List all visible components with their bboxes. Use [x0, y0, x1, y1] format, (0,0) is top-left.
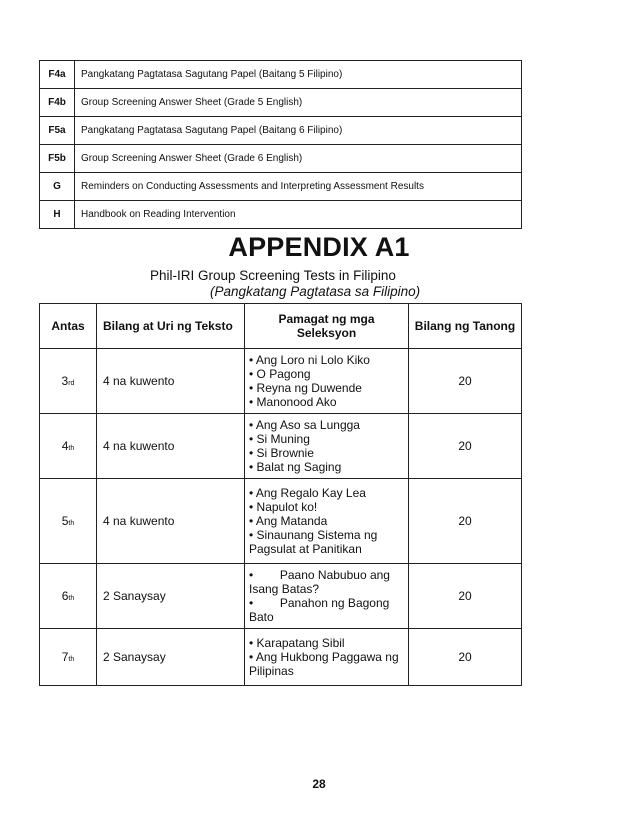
grade-level — [40, 564, 97, 629]
selection-item: • Manonood Ako — [249, 395, 337, 409]
text-count: 2 Sanaysay — [97, 629, 245, 686]
text-count: 4 na kuwento — [97, 349, 245, 414]
table-row — [40, 89, 522, 117]
grade-level — [40, 629, 97, 686]
selection-list — [245, 349, 409, 414]
reference-table — [39, 60, 522, 229]
question-count: 20 — [409, 479, 522, 564]
form-code: F5b — [40, 145, 75, 173]
page-number: 28 — [312, 777, 326, 791]
form-code: H — [40, 201, 75, 229]
selection-item: • Panahon ng Bagong Bato — [249, 596, 393, 624]
screening-tests-table — [39, 303, 522, 686]
table-row — [40, 564, 522, 629]
text-count: 4 na kuwento — [97, 414, 245, 479]
table-row — [40, 173, 522, 201]
question-count: 20 — [409, 564, 522, 629]
table-row — [40, 145, 522, 173]
selection-item: • Ang Loro ni Lolo Kiko — [249, 353, 370, 367]
question-count: 20 — [409, 629, 522, 686]
level-number: 6 — [61, 589, 69, 603]
text-count: 2 Sanaysay — [97, 564, 245, 629]
selection-list — [245, 629, 409, 686]
selection-item: • Reyna ng Duwende — [249, 381, 362, 395]
header-antas: Antas — [40, 304, 97, 349]
table-row — [40, 61, 522, 89]
table-row — [40, 479, 522, 564]
selection-item: • Ang Matanda — [249, 514, 328, 528]
form-description: Group Screening Answer Sheet (Grade 5 English) — [75, 89, 522, 117]
text-count: 4 na kuwento — [97, 479, 245, 564]
question-count: 20 — [409, 414, 522, 479]
table-row — [40, 201, 522, 229]
selection-item: • Napulot ko! — [249, 500, 318, 514]
selection-item: • Karapatang Sibil — [249, 636, 345, 650]
question-count: 20 — [409, 349, 522, 414]
level-suffix: th — [68, 445, 75, 452]
selection-item: • Ang Aso sa Lungga — [249, 418, 360, 432]
selection-item: • Si Brownie — [249, 446, 314, 460]
table-row — [40, 414, 522, 479]
selection-item: • Paano Nabubuo ang Isang Batas? — [249, 568, 394, 596]
form-code: G — [40, 173, 75, 201]
level-number: 5 — [61, 514, 69, 528]
selection-list — [245, 479, 409, 564]
grade-level — [40, 349, 97, 414]
table-row — [40, 349, 522, 414]
grade-level — [40, 479, 97, 564]
selection-item: • Ang Hukbong Paggawa ng Pilipinas — [249, 650, 399, 678]
header-pamagat: Pamagat ng mga Seleksyon — [245, 304, 409, 349]
level-suffix: rd — [68, 380, 75, 387]
form-description: Pangkatang Pagtatasa Sagutang Papel (Baitang 6 Filipino) — [75, 117, 522, 145]
form-description: Reminders on Conducting Assessments and Interpreting Assessment Results — [75, 173, 522, 201]
header-row — [40, 304, 522, 349]
level-suffix: th — [68, 656, 75, 663]
form-code: F4b — [40, 89, 75, 117]
form-description: Group Screening Answer Sheet (Grade 6 English) — [75, 145, 522, 173]
subtitle: Phil-IRI Group Screening Tests in Filipino — [150, 268, 396, 283]
table-row — [40, 117, 522, 145]
selection-item: • Ang Regalo Kay Lea — [249, 486, 366, 500]
form-code: F4a — [40, 61, 75, 89]
header-tanong: Bilang ng Tanong — [409, 304, 522, 349]
table-row — [40, 629, 522, 686]
selection-item: • Balat ng Saging — [249, 460, 342, 474]
selection-list — [245, 564, 409, 629]
selection-item: • O Pagong — [249, 367, 311, 381]
subtitle-translation: (Pangkatang Pagtatasa sa Filipino) — [210, 284, 421, 299]
grade-level — [40, 414, 97, 479]
selection-item: • Sinaunang Sistema ng Pagsulat at Panitikan — [249, 528, 378, 556]
form-code: F5a — [40, 117, 75, 145]
level-number: 3 — [61, 374, 69, 388]
page-title: APPENDIX A1 — [228, 232, 410, 262]
level-suffix: th — [68, 595, 75, 602]
form-description: Pangkatang Pagtatasa Sagutang Papel (Baitang 5 Filipino) — [75, 61, 522, 89]
level-number: 4 — [61, 439, 69, 453]
header-bilang-uri: Bilang at Uri ng Teksto — [97, 304, 245, 349]
selection-list — [245, 414, 409, 479]
level-suffix: th — [68, 520, 75, 527]
selection-item: • Si Muning — [249, 432, 310, 446]
form-description: Handbook on Reading Intervention — [75, 201, 522, 229]
level-number: 7 — [61, 650, 69, 664]
